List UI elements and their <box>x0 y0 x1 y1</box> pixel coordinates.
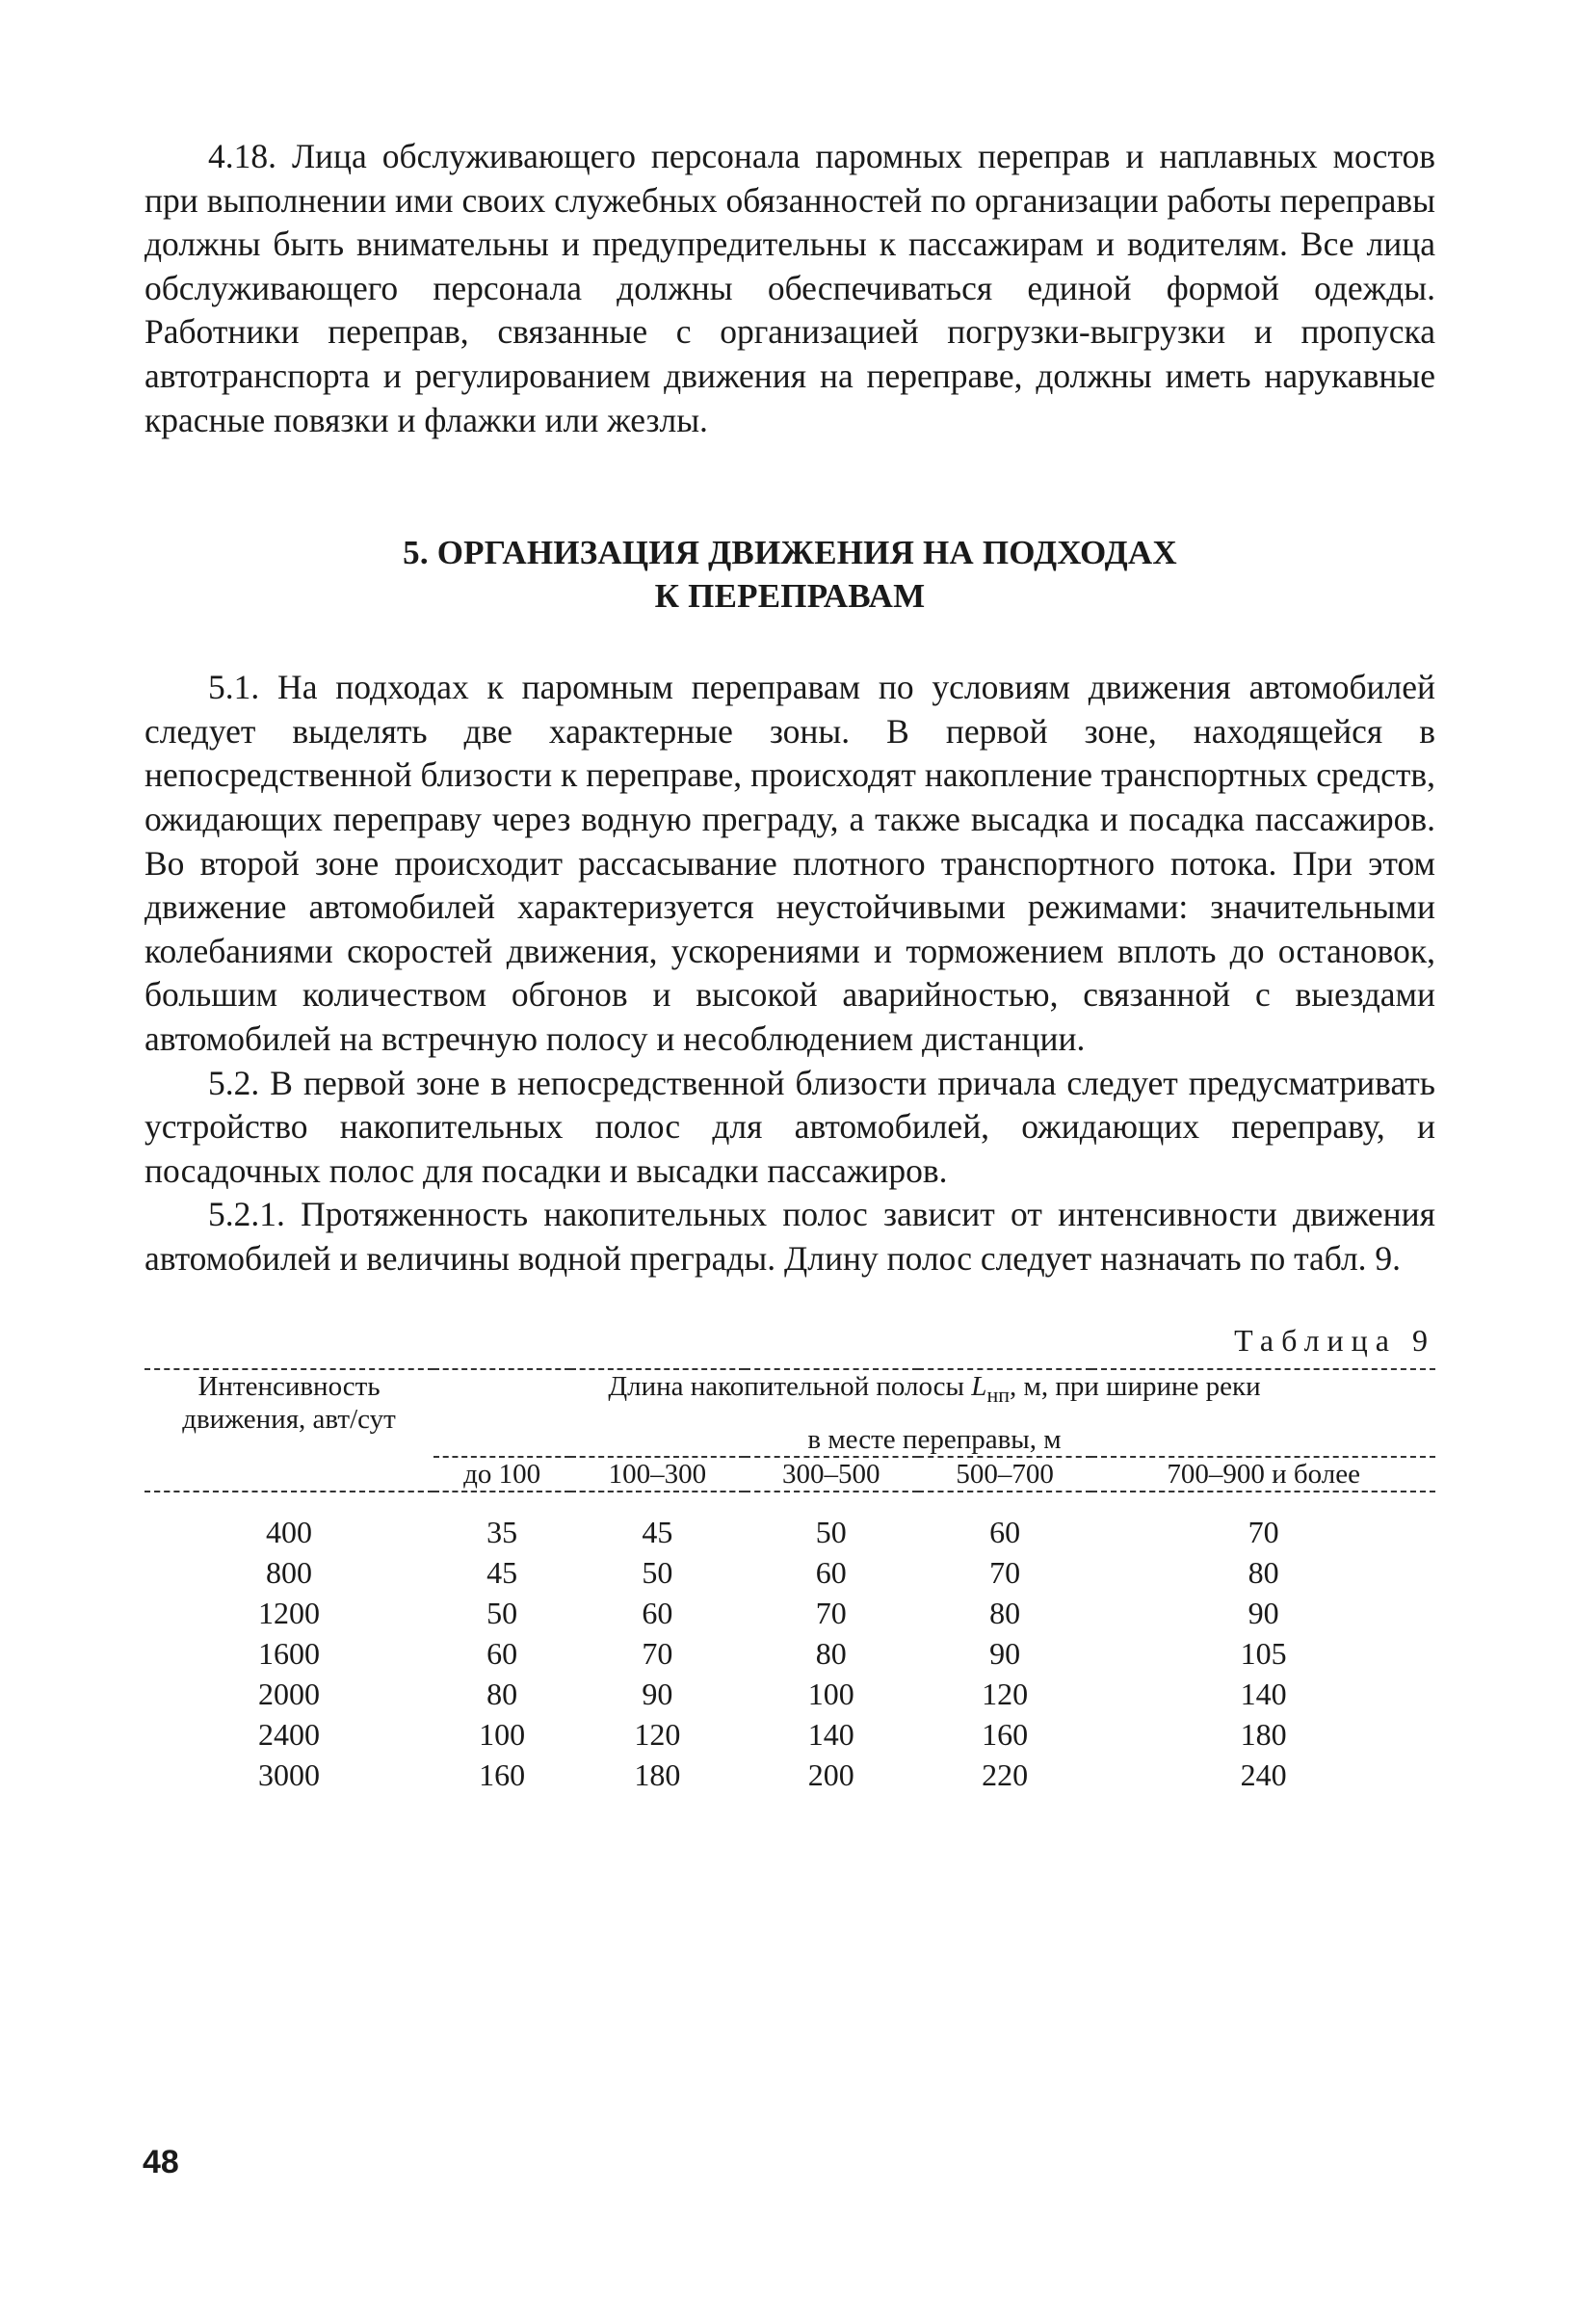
table-cell-length: 100 <box>479 1717 526 1753</box>
section-heading-line1: 5. ОРГАНИЗАЦИЯ ДВИЖЕНИЯ НА ПОДХОДАХ <box>403 534 1177 572</box>
table-body <box>144 1492 1435 1795</box>
table-cell-length: 50 <box>815 1515 847 1550</box>
table-cell-length: 35 <box>486 1515 518 1550</box>
table-cell-length: 45 <box>486 1555 518 1591</box>
table-cell-length: 70 <box>642 1636 673 1672</box>
table-cell-length: 70 <box>1248 1515 1279 1550</box>
paragraph-5-2-1-text: 5.2.1. Протяженность накопительных полос зависит от интенсивности движения автомобилей и величины водной преграды. Длину полос следует назначать по табл. 9. <box>144 1195 1435 1278</box>
table-cell-length: 120 <box>634 1717 681 1753</box>
table-cell-length: 60 <box>642 1596 673 1631</box>
table-cell-intensity: 400 <box>266 1515 312 1550</box>
table-row <box>144 1633 1435 1674</box>
page-number: 48 <box>143 2144 179 2180</box>
header-length-suffix: , м, при ширине реки <box>1009 1371 1261 1403</box>
section-heading-line2: К ПЕРЕПРАВАМ <box>654 577 926 616</box>
paragraph-5-2 <box>144 1062 1435 1194</box>
table-cell-length: 220 <box>982 1757 1029 1793</box>
table-cell-intensity: 800 <box>266 1555 312 1591</box>
table-cell-length: 80 <box>989 1596 1021 1631</box>
paragraph-5-2-text: 5.2. В первой зоне в непосредственной близости причала следует предусматривать устройство накопительных полос для автомобилей, ожидающих переправу, и посадочных полос для посадки и высадки пассажиров. <box>144 1063 1435 1190</box>
table-cell-length: 200 <box>807 1757 854 1793</box>
table-cell-length: 240 <box>1240 1757 1287 1793</box>
table-cell-length: 120 <box>982 1677 1029 1712</box>
table-cell-length: 70 <box>815 1596 847 1631</box>
table-cell-length: 50 <box>486 1596 518 1631</box>
table-cell-intensity: 3000 <box>258 1757 320 1793</box>
subheader-3: 500–700 <box>956 1459 1054 1491</box>
table-cell-intensity: 1600 <box>258 1636 320 1672</box>
paragraph-4-18-text: 4.18. Лица обслуживающего персонала паромных переправ и наплавных мостов при выполнении ими своих служебных обязанностей по организации работы переправы должны быть внимательны и предупредительны к пассажирам и водителям. Все лица обслуживающего персонала должны обеспечиваться единой формой одежды. Работники переправ, связанные с организацией погрузки-выгрузки и пропуска автотранспорта и регулированием движения на переправе, должны иметь нарукавные красные повязки и флажки или жезлы. <box>144 137 1435 439</box>
table-cell-length: 45 <box>642 1515 673 1550</box>
table-cell-length: 160 <box>982 1717 1029 1753</box>
table-cell-length: 60 <box>815 1555 847 1591</box>
header-length <box>433 1369 1435 1457</box>
table-row <box>144 1755 1435 1795</box>
subheader-2: 300–500 <box>782 1459 880 1491</box>
header-intensity-text: Интенсивность движения, авт/сут <box>182 1371 396 1436</box>
table-cell-intensity: 1200 <box>258 1596 320 1631</box>
table-cell-length: 180 <box>634 1757 681 1793</box>
subheader-4: 700–900 и более <box>1167 1459 1360 1491</box>
subheader-1: 100–300 <box>608 1459 707 1491</box>
paragraph-5-1 <box>144 666 1435 1061</box>
paragraph-4-18 <box>144 135 1435 442</box>
subheader-0: до 100 <box>463 1459 541 1491</box>
table-row <box>144 1552 1435 1593</box>
table-cell-length: 90 <box>1248 1596 1279 1631</box>
table-cell-length: 140 <box>1240 1677 1287 1712</box>
table-cell-length: 180 <box>1240 1717 1287 1753</box>
table-cell-intensity: 2400 <box>258 1717 320 1753</box>
header-intensity <box>144 1369 433 1492</box>
paragraph-5-2-1 <box>144 1193 1435 1281</box>
table-cell-length: 80 <box>486 1677 518 1712</box>
header-length-subscript: нп <box>986 1383 1010 1408</box>
table-cell-length: 80 <box>815 1636 847 1672</box>
table-cell-length: 105 <box>1240 1636 1287 1672</box>
section-heading <box>144 531 1435 618</box>
table-cell-intensity: 2000 <box>258 1677 320 1712</box>
table-cell-length: 50 <box>642 1555 673 1591</box>
table-cell-length: 60 <box>989 1515 1021 1550</box>
table-cell-length: 160 <box>479 1757 526 1793</box>
table-cell-length: 90 <box>642 1677 673 1712</box>
table-cell-length: 100 <box>807 1677 854 1712</box>
table-cell-length: 140 <box>807 1717 854 1753</box>
header-length-prefix: Длина накопительной полосы <box>608 1371 972 1403</box>
data-table <box>144 1368 1435 1795</box>
table-caption: Таблица 9 <box>1234 1323 1435 1359</box>
header-length-line2: в месте переправы, м <box>807 1424 1062 1456</box>
table-cell-length: 80 <box>1248 1555 1279 1591</box>
table-cell-length: 60 <box>486 1636 518 1672</box>
table-row <box>144 1714 1435 1755</box>
header-length-symbol: L <box>971 1371 987 1403</box>
document-page <box>144 135 1435 1795</box>
table-row <box>144 1492 1435 1552</box>
table-row <box>144 1674 1435 1714</box>
table-cell-length: 90 <box>989 1636 1021 1672</box>
table-cell-length: 70 <box>989 1555 1021 1591</box>
table-row <box>144 1593 1435 1633</box>
paragraph-5-1-text: 5.1. На подходах к паромным переправам по условиям движения автомобилей следует выделять две характерные зоны. В первой зоне, находящейся в непосредственной близости к переправе, происходят накопление транспортных средств, ожидающих переправу через водную преграду, а также высадка и посадка пассажиров. Во второй зоне происходит рассасывание плотного транспортного потока. При этом движение автомобилей характеризуется неустойчивыми режимами: значительными колебаниями скоростей движения, ускорениями и торможением вплоть до остановок, большим количеством обгонов и высокой аварийностью, связанной с выездами автомобилей на встречную полосу и несоблюдением дистанции. <box>144 668 1435 1058</box>
